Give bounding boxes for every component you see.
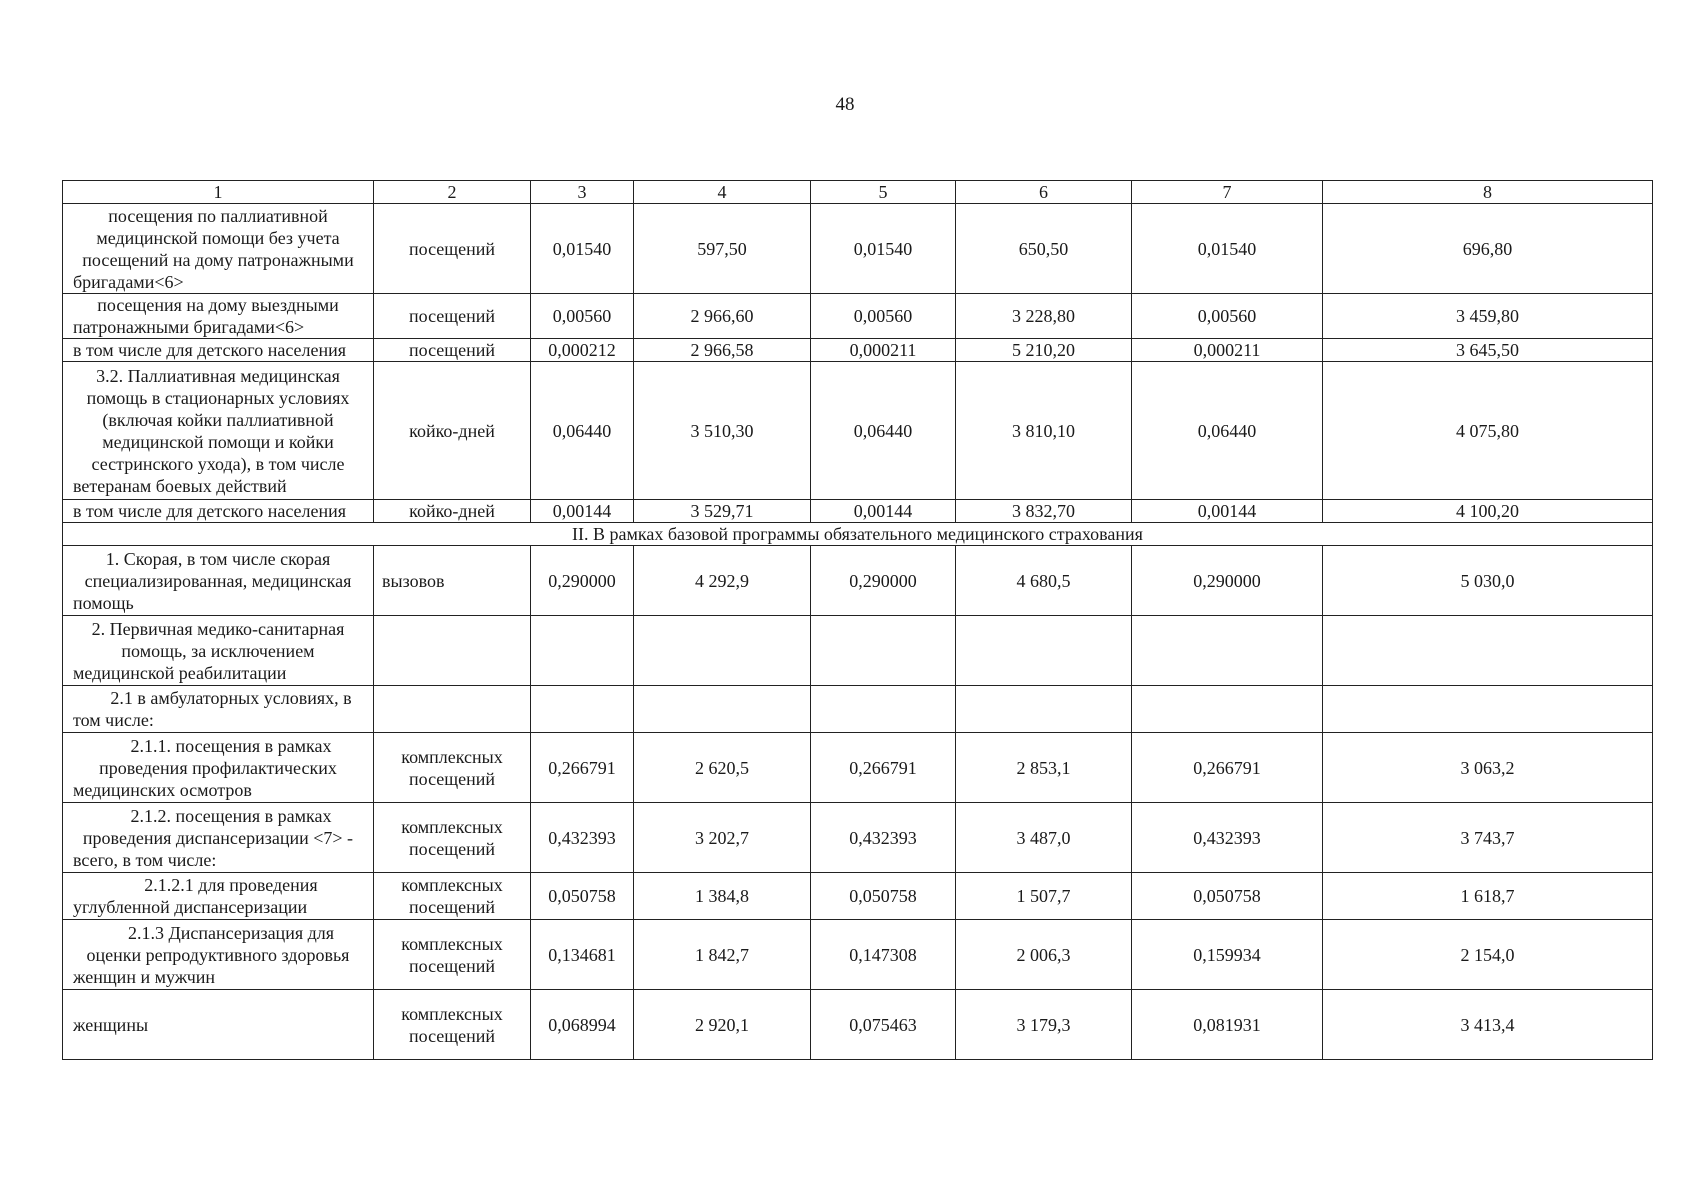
column-number-row <box>63 181 1653 204</box>
value-cell: 0,00144 <box>1132 500 1323 523</box>
value-cell: 0,432393 <box>811 803 956 873</box>
empty-cell <box>1323 616 1653 686</box>
table-row <box>63 294 1653 339</box>
unit-cell: вызовов <box>374 546 531 616</box>
value-cell: 0,000211 <box>811 339 956 362</box>
column-number: 7 <box>1132 181 1323 204</box>
value-cell: 0,06440 <box>1132 362 1323 500</box>
table-row <box>63 339 1653 362</box>
value-cell: 3 743,7 <box>1323 803 1653 873</box>
value-cell: 0,266791 <box>531 733 634 803</box>
table-row <box>63 990 1653 1060</box>
value-cell: 3 228,80 <box>956 294 1132 339</box>
value-cell: 3 179,3 <box>956 990 1132 1060</box>
value-cell: 0,050758 <box>531 873 634 920</box>
empty-cell <box>374 686 531 733</box>
row-label: 2.1.3 Диспансеризация для оценки репродуктивного здоровья женщин и мужчин <box>63 920 374 990</box>
unit-cell: комплексных посещений <box>374 803 531 873</box>
empty-cell <box>634 616 811 686</box>
empty-cell <box>956 686 1132 733</box>
column-number: 5 <box>811 181 956 204</box>
section-title: II. В рамках базовой программы обязательного медицинского страхования <box>63 523 1653 546</box>
empty-cell <box>1132 686 1323 733</box>
unit-cell: комплексных посещений <box>374 920 531 990</box>
row-label: в том числе для детского населения <box>63 339 374 362</box>
value-cell: 2 853,1 <box>956 733 1132 803</box>
value-cell: 3 645,50 <box>1323 339 1653 362</box>
column-number: 6 <box>956 181 1132 204</box>
empty-cell <box>956 616 1132 686</box>
value-cell: 3 487,0 <box>956 803 1132 873</box>
value-cell: 5 030,0 <box>1323 546 1653 616</box>
value-cell: 0,050758 <box>1132 873 1323 920</box>
value-cell: 0,01540 <box>531 204 634 294</box>
value-cell: 2 154,0 <box>1323 920 1653 990</box>
value-cell: 3 510,30 <box>634 362 811 500</box>
value-cell: 2 920,1 <box>634 990 811 1060</box>
column-number: 8 <box>1323 181 1653 204</box>
unit-cell: комплексных посещений <box>374 733 531 803</box>
value-cell: 3 413,4 <box>1323 990 1653 1060</box>
unit-cell: посещений <box>374 204 531 294</box>
row-label: женщины <box>63 990 374 1060</box>
row-label: 3.2. Паллиативная медицинская помощь в стационарных условиях (включая койки паллиативной медицинской помощи и койки сестринского ухода), в том числе ветеранам боевых действий <box>63 362 374 500</box>
value-cell: 3 459,80 <box>1323 294 1653 339</box>
value-cell: 0,01540 <box>811 204 956 294</box>
column-number: 1 <box>63 181 374 204</box>
unit-cell: посещений <box>374 339 531 362</box>
row-label: 2.1.1. посещения в рамках проведения профилактических медицинских осмотров <box>63 733 374 803</box>
value-cell: 2 966,60 <box>634 294 811 339</box>
empty-cell <box>634 686 811 733</box>
value-cell: 0,00560 <box>1132 294 1323 339</box>
table-row <box>63 686 1653 733</box>
unit-cell: койко-дней <box>374 500 531 523</box>
value-cell: 0,081931 <box>1132 990 1323 1060</box>
value-cell: 0,290000 <box>531 546 634 616</box>
empty-cell <box>374 616 531 686</box>
row-label: в том числе для детского населения <box>63 500 374 523</box>
value-cell: 0,266791 <box>811 733 956 803</box>
value-cell: 1 842,7 <box>634 920 811 990</box>
value-cell: 0,00560 <box>811 294 956 339</box>
empty-cell <box>1323 686 1653 733</box>
value-cell: 4 075,80 <box>1323 362 1653 500</box>
value-cell: 0,159934 <box>1132 920 1323 990</box>
column-number: 2 <box>374 181 531 204</box>
table-row <box>63 733 1653 803</box>
value-cell: 0,432393 <box>1132 803 1323 873</box>
value-cell: 3 063,2 <box>1323 733 1653 803</box>
section-row <box>63 523 1653 546</box>
unit-cell: комплексных посещений <box>374 990 531 1060</box>
value-cell: 3 810,10 <box>956 362 1132 500</box>
table-row <box>63 362 1653 500</box>
empty-cell <box>811 686 956 733</box>
value-cell: 3 202,7 <box>634 803 811 873</box>
value-cell: 0,06440 <box>531 362 634 500</box>
empty-cell <box>1132 616 1323 686</box>
row-label: посещения по паллиативной медицинской помощи без учета посещений на дому патронажными бригадами<6> <box>63 204 374 294</box>
value-cell: 2 966,58 <box>634 339 811 362</box>
empty-cell <box>531 686 634 733</box>
value-cell: 0,050758 <box>811 873 956 920</box>
unit-cell: комплексных посещений <box>374 873 531 920</box>
value-cell: 0,00560 <box>531 294 634 339</box>
empty-cell <box>811 616 956 686</box>
value-cell: 4 100,20 <box>1323 500 1653 523</box>
table-row <box>63 204 1653 294</box>
row-label: 2. Первичная медико-санитарная помощь, за исключением медицинской реабилитации <box>63 616 374 686</box>
table-row <box>63 546 1653 616</box>
page-number: 48 <box>835 94 855 115</box>
value-cell: 1 618,7 <box>1323 873 1653 920</box>
value-cell: 0,290000 <box>1132 546 1323 616</box>
table-row <box>63 803 1653 873</box>
unit-cell: посещений <box>374 294 531 339</box>
value-cell: 0,266791 <box>1132 733 1323 803</box>
value-cell: 0,000211 <box>1132 339 1323 362</box>
value-cell: 4 680,5 <box>956 546 1132 616</box>
value-cell: 0,00144 <box>811 500 956 523</box>
value-cell: 1 507,7 <box>956 873 1132 920</box>
value-cell: 0,290000 <box>811 546 956 616</box>
row-label: посещения на дому выездными патронажными бригадами<6> <box>63 294 374 339</box>
column-number: 4 <box>634 181 811 204</box>
value-cell: 696,80 <box>1323 204 1653 294</box>
value-cell: 1 384,8 <box>634 873 811 920</box>
value-cell: 650,50 <box>956 204 1132 294</box>
value-cell: 2 620,5 <box>634 733 811 803</box>
value-cell: 3 832,70 <box>956 500 1132 523</box>
value-cell: 597,50 <box>634 204 811 294</box>
value-cell: 2 006,3 <box>956 920 1132 990</box>
value-cell: 0,000212 <box>531 339 634 362</box>
data-table <box>62 180 1653 1060</box>
table-row <box>63 616 1653 686</box>
value-cell: 0,134681 <box>531 920 634 990</box>
value-cell: 3 529,71 <box>634 500 811 523</box>
value-cell: 0,432393 <box>531 803 634 873</box>
value-cell: 4 292,9 <box>634 546 811 616</box>
value-cell: 0,00144 <box>531 500 634 523</box>
row-label: 2.1.2.1 для проведения углубленной диспансеризации <box>63 873 374 920</box>
column-number: 3 <box>531 181 634 204</box>
value-cell: 5 210,20 <box>956 339 1132 362</box>
value-cell: 0,068994 <box>531 990 634 1060</box>
row-label: 2.1.2. посещения в рамках проведения диспансеризации <7> - всего, в том числе: <box>63 803 374 873</box>
table-row <box>63 873 1653 920</box>
value-cell: 0,147308 <box>811 920 956 990</box>
value-cell: 0,01540 <box>1132 204 1323 294</box>
value-cell: 0,075463 <box>811 990 956 1060</box>
empty-cell <box>531 616 634 686</box>
row-label: 2.1 в амбулаторных условиях, в том числе: <box>63 686 374 733</box>
table-row <box>63 500 1653 523</box>
row-label: 1. Скорая, в том числе скорая специализированная, медицинская помощь <box>63 546 374 616</box>
table-row <box>63 920 1653 990</box>
unit-cell: койко-дней <box>374 362 531 500</box>
value-cell: 0,06440 <box>811 362 956 500</box>
